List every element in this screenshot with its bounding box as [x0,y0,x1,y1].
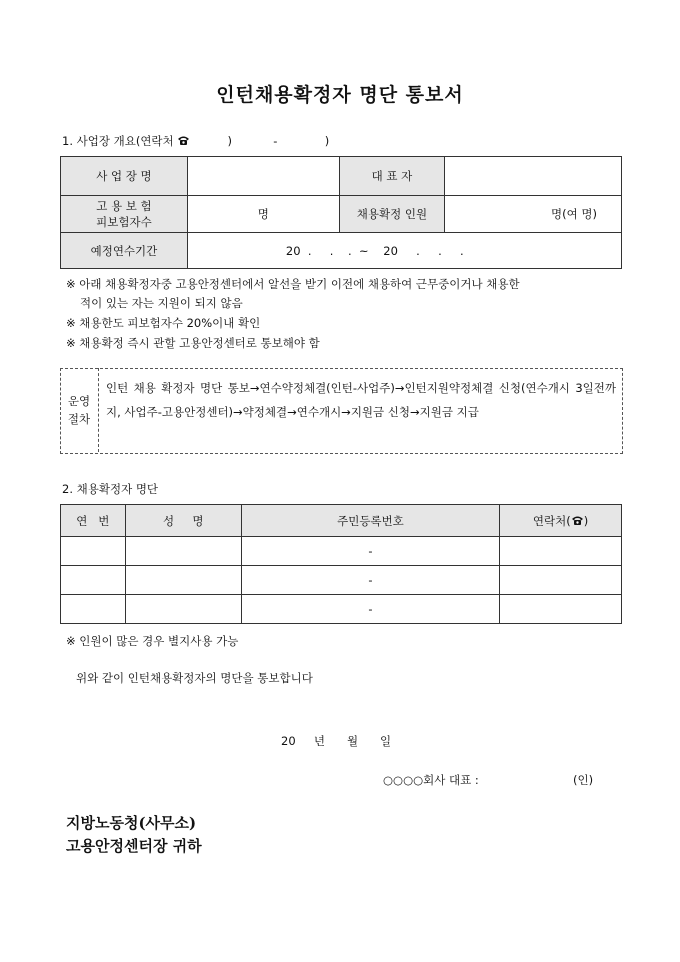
note-1-cont: 적이 있는 자는 지원이 되지 않음 [80,296,243,310]
section1-heading [62,133,329,149]
date-line: 20 년 월 일 [281,734,392,748]
signature-line: ○○○○회사 대표 : [383,773,479,787]
section1-end-paren: ) [324,134,330,148]
phone-icon [571,514,584,528]
row3-name[interactable] [125,595,241,624]
row1-number[interactable] [61,537,126,566]
table-row [61,595,622,624]
seal-mark: (인) [573,773,594,787]
row2-number[interactable] [61,566,126,595]
procedure-label-line2: 절차 [67,412,91,426]
note-3: ※ 채용확정 즉시 관할 고용안정센터로 통보해야 함 [66,336,320,350]
table-header-row [61,505,622,537]
section1-label: 1. 사업장 개요(연락처 [62,134,174,148]
hire-value[interactable]: 명(여 명) [445,196,622,233]
insured-label-line1: 고 용 보 험 [96,199,152,213]
row1-contact[interactable] [500,537,622,566]
phone-icon [177,135,194,148]
procedure-label-line1: 운영 [67,394,91,408]
table-row [61,537,622,566]
row2-contact[interactable] [500,566,622,595]
table-row [61,566,622,595]
row1-name[interactable] [125,537,241,566]
biz-name-label: 사 업 장 명 [61,157,188,196]
business-overview-table [60,156,622,269]
rep-value[interactable] [445,157,622,196]
note-2: ※ 채용한도 피보험자수 20%이내 확인 [66,316,261,330]
note-1: ※ 아래 채용확정자중 고용안정센터에서 알선을 받기 이전에 채용하여 근무중이거나 채용한 [66,277,520,291]
col-id-header: 주민등록번호 [241,505,499,537]
rep-label: 대 표 자 [339,157,444,196]
insured-label-line2: 피보험자수 [96,215,152,229]
addressee-line2: 고용안정센터장 귀하 [66,837,202,855]
insured-value[interactable]: 명 [187,196,339,233]
procedure-text: 인턴 채용 확정자 명단 통보→연수약정체결(인턴-사업주)→인턴지원약정체결 신청(연수개시 3일전까지, 사업주-고용안정센터)→약정체결→연수개시→지원금 신청→지원금 지급 [106,381,616,419]
biz-name-value[interactable] [187,157,339,196]
document-title: 인턴채용확정자 명단 통보서 [216,84,464,106]
period-label: 예정연수기간 [61,233,188,269]
row2-name[interactable] [125,566,241,595]
col-contact-label: 연락처( [532,513,571,528]
hiree-list-table [60,504,622,624]
col-name-header: 성 명 [125,505,241,537]
col-contact-close: ) [583,513,589,528]
procedure-label [60,368,99,452]
section1-dash: - [273,134,278,148]
section2-heading: 2. 채용확정자 명단 [62,482,159,496]
period-value[interactable]: 20 . . . ~ 20 . . . [187,233,621,269]
addressee-line1: 지방노동청(사무소) [66,814,197,832]
row3-number[interactable] [61,595,126,624]
row3-contact[interactable] [500,595,622,624]
note-extra-sheet: ※ 인원이 많은 경우 별지사용 가능 [66,634,239,648]
col-number-header: 연 번 [61,505,126,537]
hire-label: 채용확정 인원 [339,196,444,233]
row1-id[interactable]: - [241,537,499,566]
row3-id[interactable]: - [241,595,499,624]
section1-paren: ) [227,134,232,148]
insured-label [61,196,188,233]
statement: 위와 같이 인턴채용확정자의 명단을 통보합니다 [76,671,313,685]
col-contact-header [500,505,622,537]
row2-id[interactable]: - [241,566,499,595]
